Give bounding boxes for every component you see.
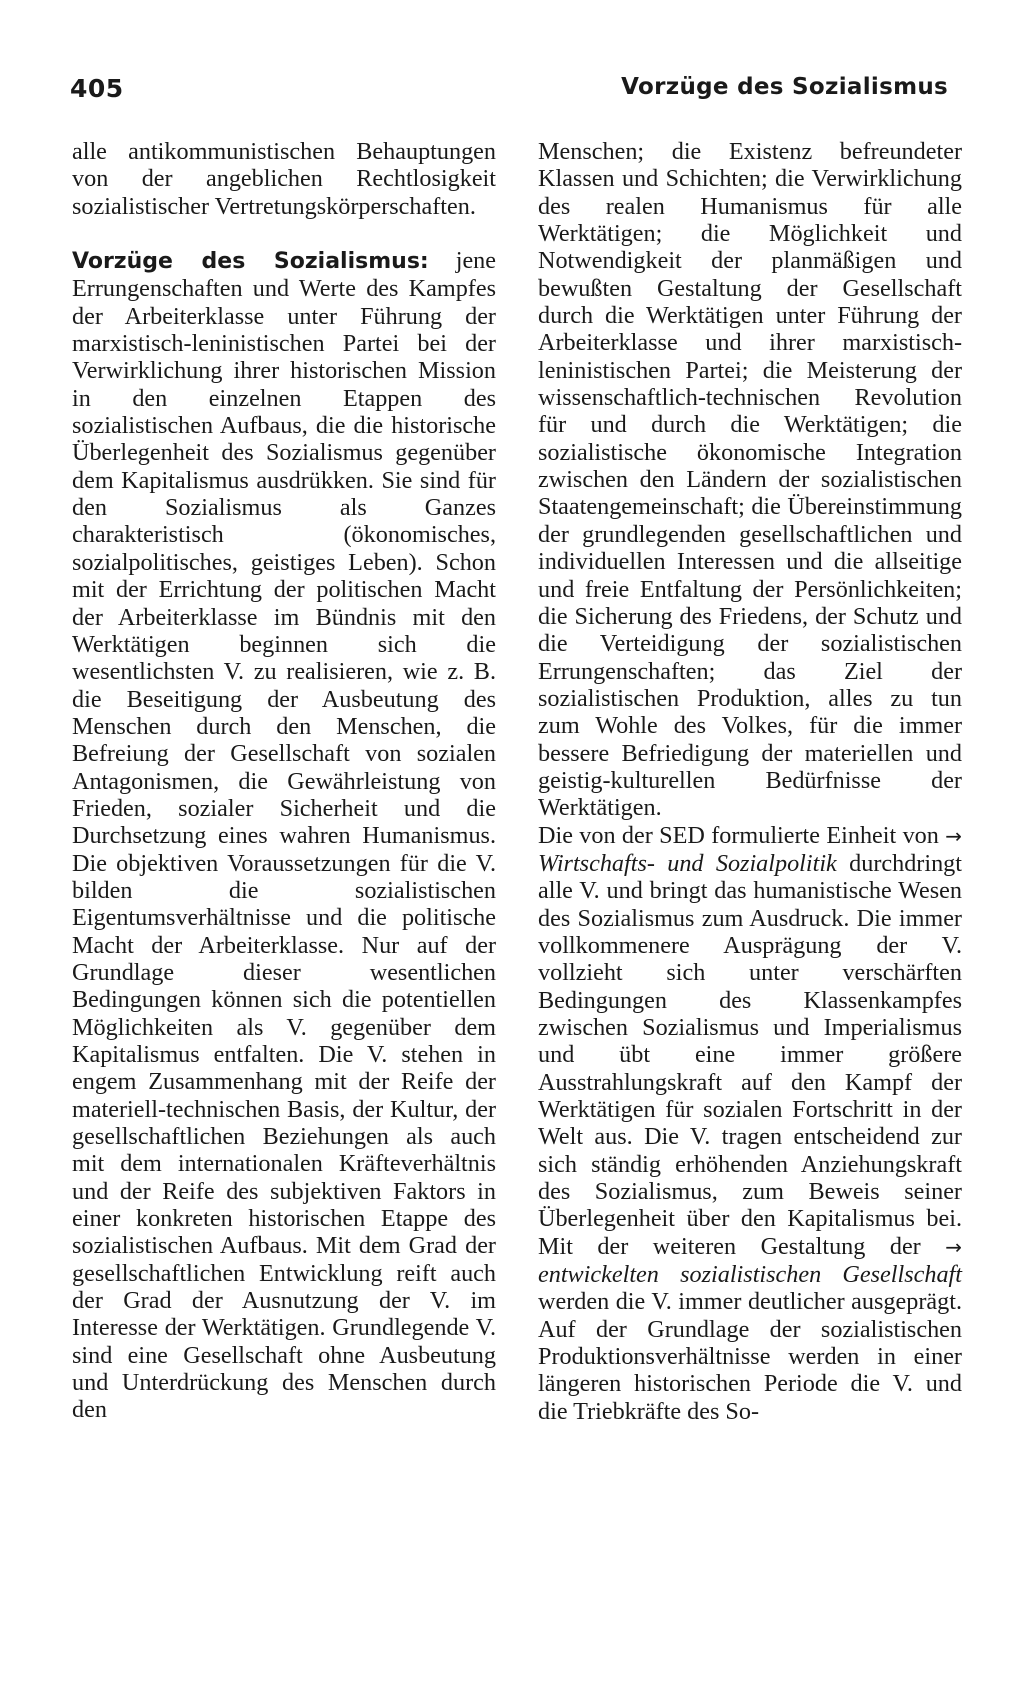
entry-body: jene Errungenschaften und Werte des Kampfes der Arbeiterklasse unter Führung der marxistisch-leninistischen Partei bei der Verwirklichung ihrer historischen Mission in den einzelnen Etappen des sozialistischen Aufbaus, die die historische Überlegenheit des Sozialismus gegenüber dem Kapitalismus ausdrükken. Sie sind für den Sozialismus als Ganzes charakteristisch (ökonomisches, sozialpolitisches, geistiges Leben). Schon mit der Errichtung der politischen Macht der Arbeiterklasse im Bündnis mit den Werktätigen beginnen sich die wesentlichsten V. zu realisieren, wie z. B. die Beseitigung der Ausbeutung des Menschen durch den Menschen, die Befreiung der Gesellschaft von sozialen Antagonismen, die Gewährleistung von Frieden, sozialer Sicherheit und die Durchsetzung eines wahren Humanismus. Die objektiven Voraussetzungen für die V. bilden die sozialistischen Eigentumsverhältnisse und die politische Macht der Arbeiterklasse. Nur auf der Grundlage dieser wesentlichen Bedingungen können sich die potentiellen Möglichkeiten als V. gegenüber dem Kapitalismus entfalten. Die V. stehen in engem Zusammenhang mit der Reife der materiell-technischen Basis, der Kultur, der gesellschaftlichen Beziehungen als auch mit dem internationalen Kräfteverhältnis und der Reife des subjektiven Faktors in einer konkreten historischen Etappe des sozialistischen Aufbaus. Mit dem Grad der gesellschaftlichen Entwicklung reift auch der Grad der Ausnutzung der V. im Interesse der Werktätigen. Grundlegende V. sind eine Gesellschaft ohne Ausbeutung und Unterdrückung des Menschen durch den xyxy=(72,247,497,1424)
paragraph-spacer xyxy=(72,220,496,247)
continuation-paragraph: Menschen; die Existenz befreundeter Klassen und Schichten; die Verwirklichung des realen Humanismus für alle Werktätigen; die Möglichkeit und Notwendigkeit der planmäßigen und bewußten Gestaltung der Gesellschaft durch die Werktätigen unter Führung der Arbeiterklasse und ihrer marxistisch-leninistischen Partei; die Meisterung der wissenschaftlich-technischen Revolution für und durch die Werktätigen; die sozialistische ökonomische Integration zwischen den Ländern der sozialistischen Staatengemeinschaft; die Übereinstimmung der grundlegenden gesellschaftlichen und individuellen Interessen und die allseitige und freie Entfaltung der Persönlichkeiten; die Sicherung des Friedens, der Schutz und die Verteidigung der sozialistischen Errungenschaften; das Ziel der sozialistischen Produktion, alles zu tun zum Wohle des Volkes, für die immer bessere Befriedigung der materiellen und geistig-kulturellen Bedürfnisse der Werktätigen. xyxy=(538,138,962,822)
dictionary-entry xyxy=(72,247,496,1424)
right-column xyxy=(538,138,962,1425)
cross-reference-arrow-icon: → xyxy=(945,823,962,848)
cross-reference-entwickelte-gesellschaft[interactable]: entwickelten sozialistischen Gesellschaft xyxy=(538,1261,962,1289)
second-paragraph xyxy=(538,822,962,1426)
page-number: 405 xyxy=(70,74,124,103)
second-paragraph-part2: durchdringt alle V. und bringt das humanistische Wesen des Sozialismus zum Ausdruck. Die immer vollkommenere Ausprägung der V. vollzieht sich unter verschärften Bedingungen des Klassenkampfes zwischen Sozialismus und Imperialismus und übt eine immer größere Ausstrahlungskraft auf den Kampf der Werktätigen für sozialen Fortschritt in der Welt aus. Die V. tragen entscheidend zur sich ständig erhöhenden Anziehungskraft des Sozialismus, zum Beweis seiner Überlegenheit über den Kapitalismus bei. Mit der weiteren Gestaltung der xyxy=(538,849,962,1260)
running-head: Vorzüge des Sozialismus xyxy=(621,74,948,100)
second-paragraph-part3: werden die V. immer deutlicher ausgeprägt. Auf der Grundlage der sozialistischen Produktionsverhältnisse werden in einer längeren historischen Periode die V. und die Triebkräfte des So- xyxy=(538,1288,962,1425)
left-column xyxy=(72,138,496,1424)
cross-reference-wirtschafts-sozialpolitik[interactable]: Wirtschafts- und Sozialpolitik xyxy=(538,849,837,877)
entry-lemma: Vorzüge des Sozialismus: xyxy=(72,249,429,275)
intro-paragraph: alle antikommunistischen Behauptungen von der angeblichen Rechtlosigkeit sozialistischer Vertretungskörperschaften. xyxy=(72,138,496,220)
second-paragraph-part1: Die von der SED formulierte Einheit von xyxy=(538,821,939,849)
cross-reference-arrow-icon: → xyxy=(945,1234,962,1259)
